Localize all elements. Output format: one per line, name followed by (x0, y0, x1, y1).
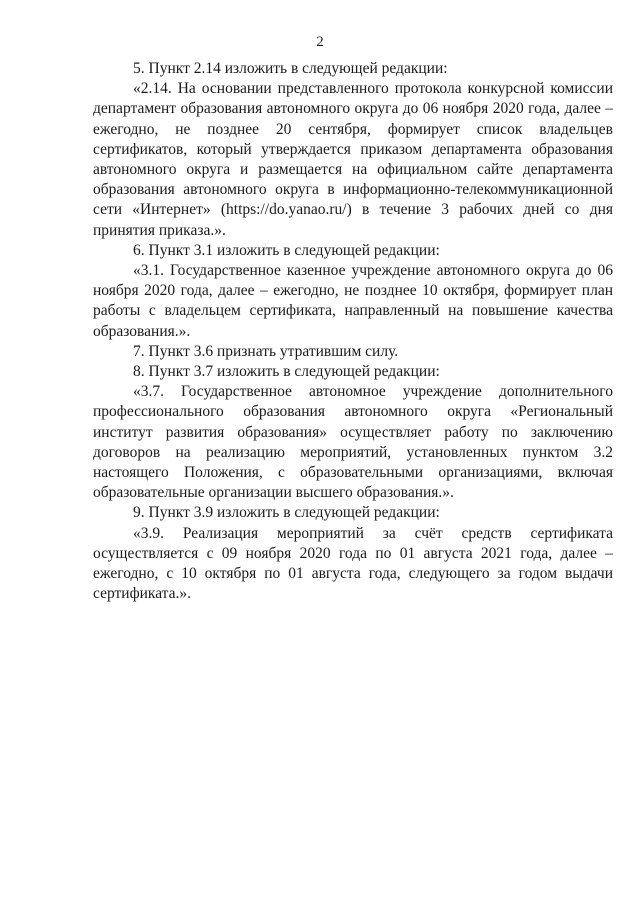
page-number: 2 (316, 34, 324, 50)
paragraph-clause-3-7: «3.7. Государственное автономное учреждение дополнительного профессионального образования автономного округа «Региональный институт развития образования» осуществляет работу по заключению договоров на реализацию мероприятий, установленных пунктом 3.2 настоящего Положения, с образовательными организациями, включая образовательные организации высшего образования.». (93, 383, 613, 502)
paragraph-item-8-heading: 8. Пункт 3.7 изложить в следующей редакции: (133, 363, 440, 381)
document-body (93, 59, 613, 604)
paragraph-item-7: 7. Пункт 3.6 признать утратившим силу. (133, 342, 399, 360)
paragraph-clause-2-14: «2.14. На основании представленного протокола конкурсной комиссии департамент образования автономного округа до 06 ноября 2020 года, далее – ежегодно, не позднее 20 сентября, формирует список владельцев сертификатов, который утверждается приказом департамента образования автономного округа и размещается на официальном сайте департамента образования автономного округа в информационно-телекоммуникационной сети «Интернет» (https://do.yanao.ru/) в течение 3 рабочих дней со дня принятия приказа.». (93, 80, 613, 239)
paragraph-clause-3-9: «3.9. Реализация мероприятий за счёт средств сертификата осуществляется с 09 ноября 2020 года по 01 августа 2021 года, далее – ежегодно, с 10 октября по 01 августа года, следующего за годом выдачи сертификата.». (93, 524, 613, 603)
paragraph-item-9-heading: 9. Пункт 3.9 изложить в следующей редакции: (133, 504, 440, 522)
paragraph-clause-3-1: «3.1. Государственное казенное учреждение автономного округа до 06 ноября 2020 года, далее – ежегодно, не позднее 10 октября, формирует план работы с владельцем сертификата, направленный на повышение качества образования.». (93, 262, 613, 340)
paragraph-item-5-heading: 5. Пункт 2.14 изложить в следующей редакции: (133, 60, 448, 77)
paragraph-item-6-heading: 6. Пункт 3.1 изложить в следующей редакции: (133, 241, 440, 259)
